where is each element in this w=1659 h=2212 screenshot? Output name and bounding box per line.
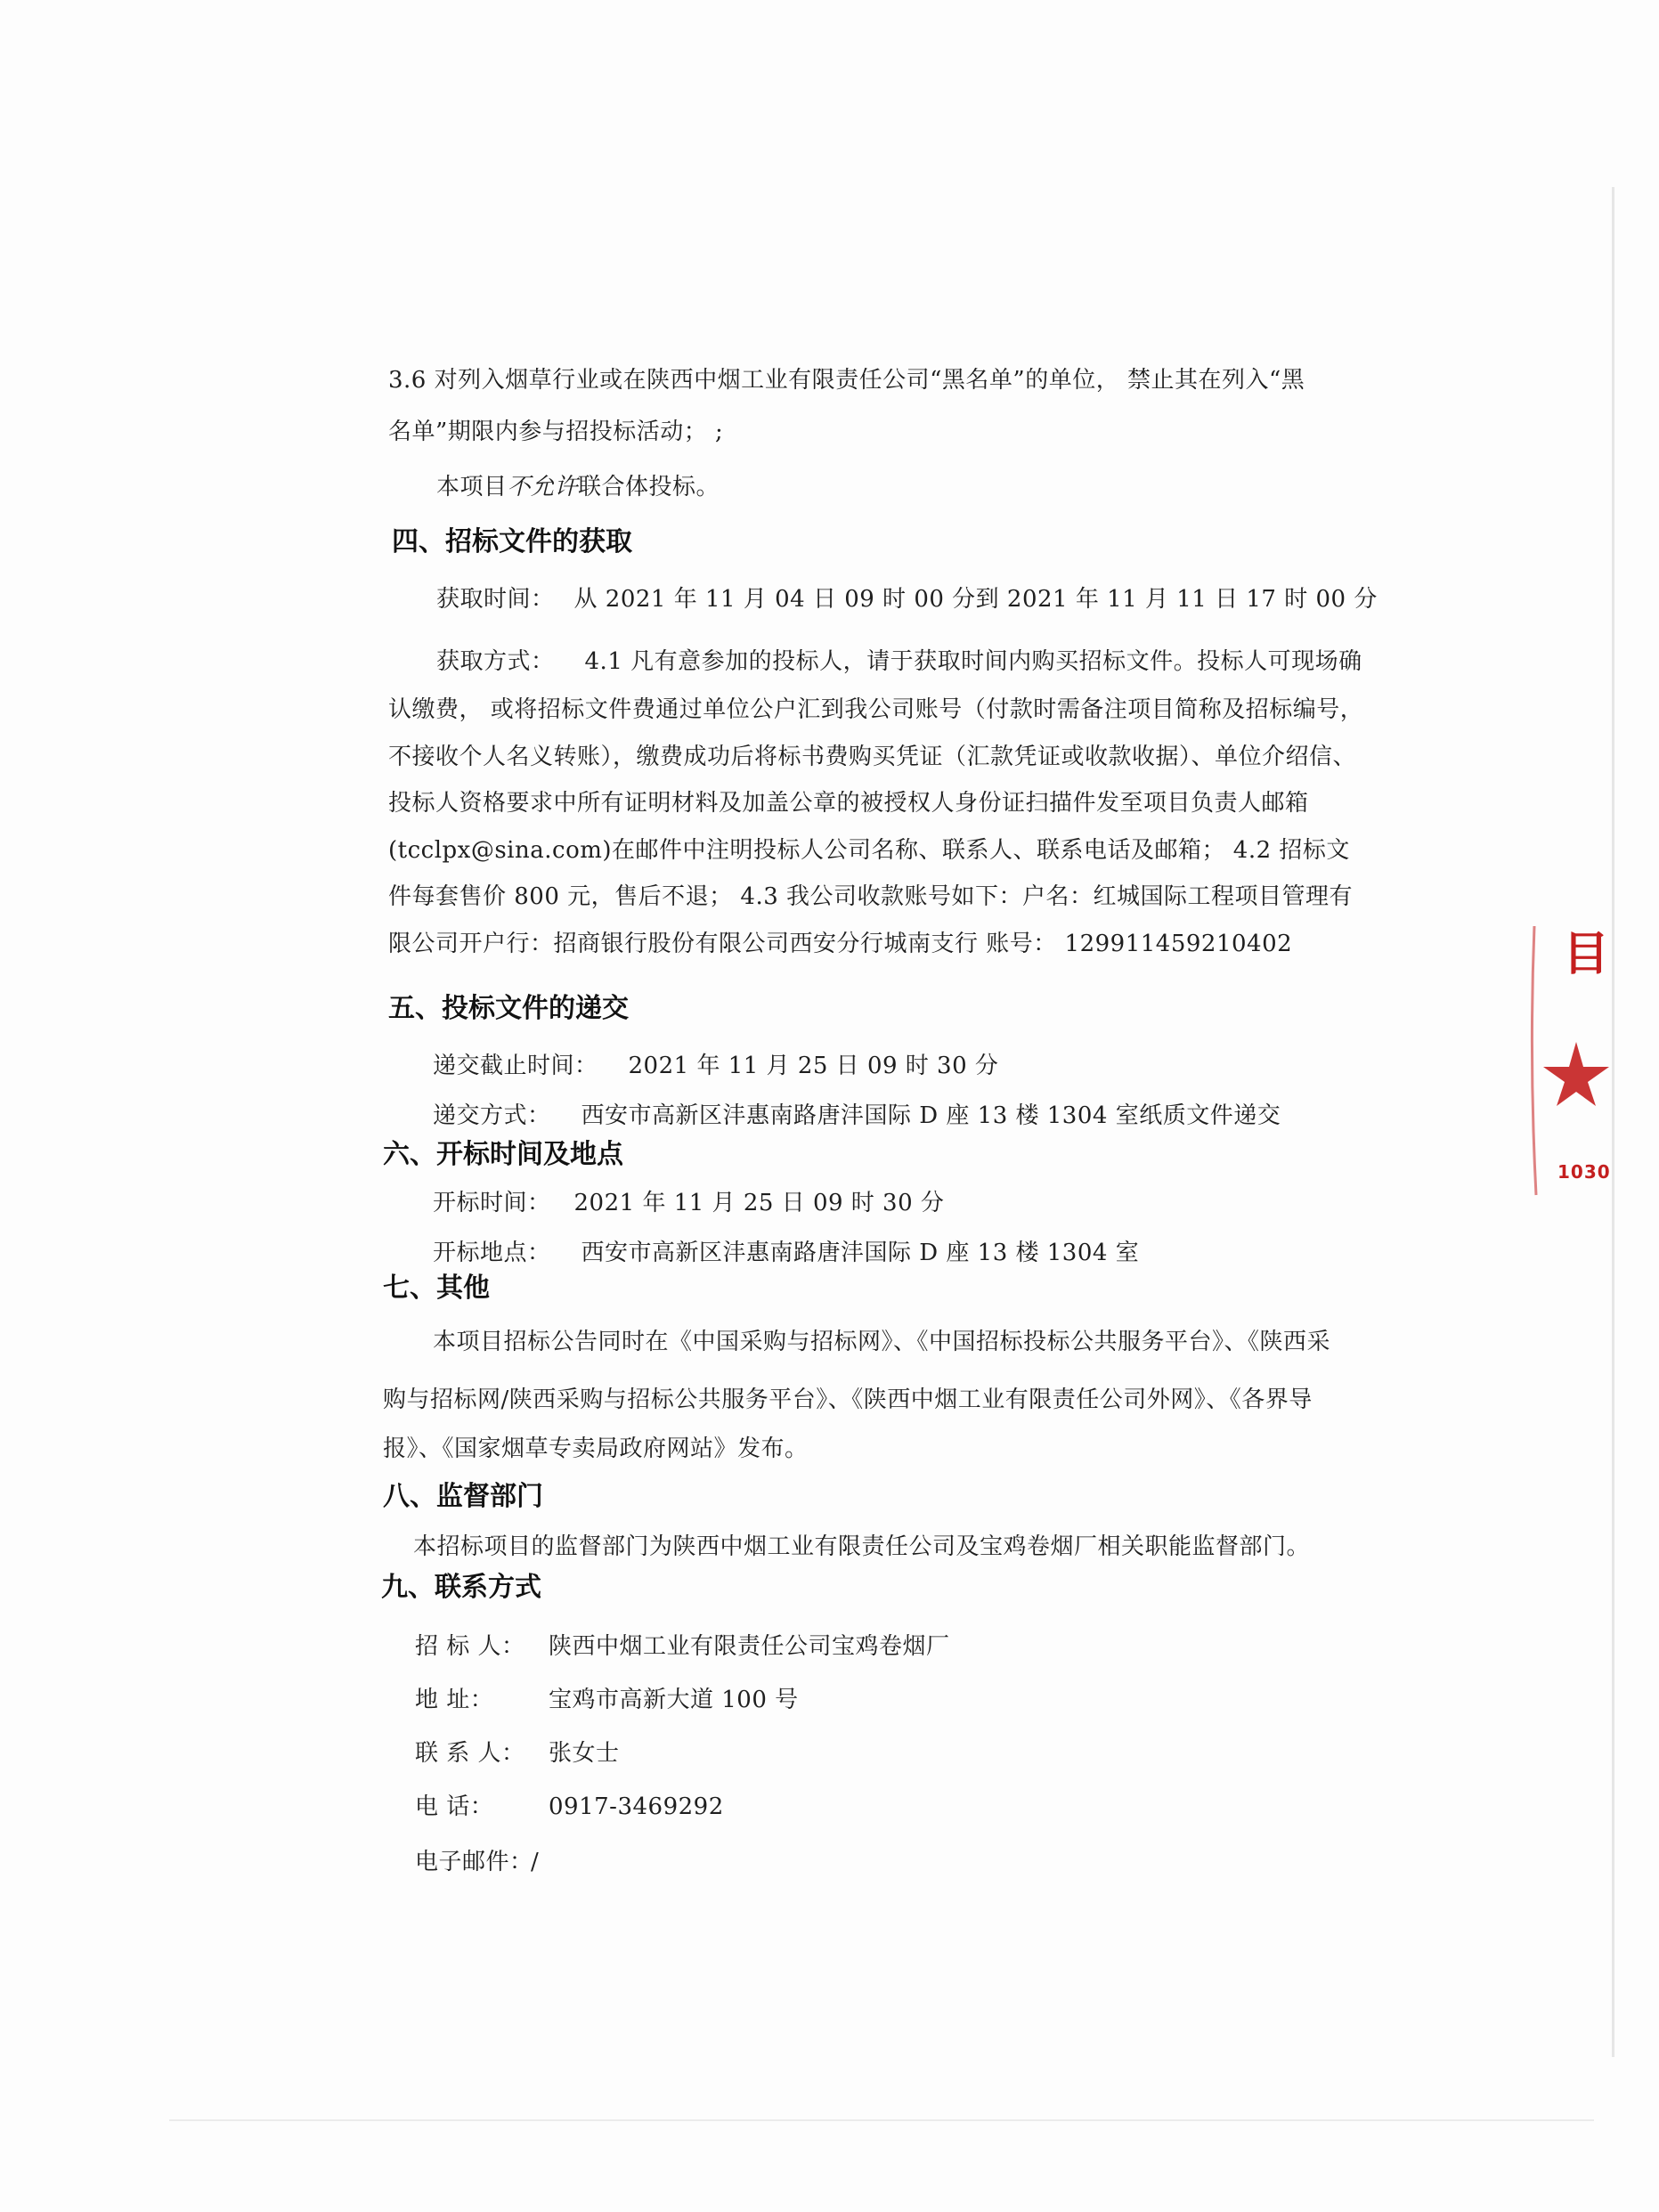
contact-value: 张女士 bbox=[549, 1740, 620, 1767]
tenderer-label: 招 标 人： bbox=[415, 1633, 525, 1660]
supervision-text: 本招标项目的监督部门为陕西中烟工业有限责任公司及宝鸡卷烟厂相关职能监督部门。 bbox=[413, 1533, 1311, 1560]
section-9-heading: 九、联系方式 bbox=[381, 1572, 541, 1603]
opening-time-label: 开标时间： bbox=[433, 1190, 551, 1216]
clause-3-6-line-1: 3.6 对列入烟草行业或在陕西中烟工业有限责任公司“黑名单”的单位， 禁止其在列入“黑 bbox=[388, 367, 1305, 394]
publication-line-1: 本项目招标公告同时在《中国采购与招标网》、《中国招标投标公共服务平台》、《陕西采 bbox=[433, 1329, 1331, 1355]
acquire-method-line-7: 限公司开户行：招商银行股份有限公司西安分行城南支行 账号： 129911459210402 bbox=[388, 931, 1293, 957]
tenderer-row bbox=[415, 1631, 950, 1662]
email-row bbox=[415, 1847, 539, 1877]
acquire-method-line-2: 认缴费， 或将招标文件费通过单位公户汇到我公司账号（付款时需备注项目简称及招标编号， bbox=[388, 696, 1364, 723]
acquire-method-line-1: 4.1 凡有意参加的投标人，请于获取时间内购买招标文件。投标人可现场确 bbox=[584, 648, 1362, 675]
consortium-note-prefix: 本项目 bbox=[436, 474, 508, 500]
acquire-time-label: 获取时间： bbox=[436, 586, 555, 613]
tenderer-value: 陕西中烟工业有限责任公司宝鸡卷烟厂 bbox=[549, 1633, 950, 1660]
acquire-method-line-3: 不接收个人名义转账），缴费成功后将标书费购买凭证（汇款凭证或收款收据）、单位介绍信、 bbox=[388, 744, 1357, 770]
section-7-heading: 七、其他 bbox=[383, 1273, 490, 1304]
scan-artifact bbox=[169, 2119, 1594, 2121]
acquire-time-value: 从 2021 年 11 月 04 日 09 时 00 分到 2021 年 11 月 11 日 17 时 00 分 bbox=[573, 586, 1378, 613]
acquire-method-line-4: 投标人资格要求中所有证明材料及加盖公章的被授权人身份证扫描件发至项目负责人邮箱 bbox=[388, 790, 1309, 817]
publication-line-2: 购与招标网/陕西采购与招标公共服务平台》、《陕西中烟工业有限责任公司外网》、《各界导 bbox=[383, 1387, 1313, 1413]
submit-method-label: 递交方式： bbox=[433, 1102, 551, 1129]
consortium-note bbox=[436, 472, 720, 502]
contact-label: 联 系 人： bbox=[415, 1740, 525, 1767]
submit-deadline-label: 递交截止时间： bbox=[433, 1053, 598, 1079]
seal-character-1: 目 bbox=[1563, 928, 1610, 981]
consortium-note-not-allowed: 不允许 bbox=[507, 474, 579, 500]
section-8-heading: 八、监督部门 bbox=[383, 1481, 543, 1512]
phone-label: 电 话： bbox=[415, 1793, 494, 1820]
opening-place-row bbox=[433, 1238, 1139, 1268]
clause-3-6-line-2: 名单”期限内参与招投标活动； ; bbox=[388, 419, 724, 445]
address-label: 地 址： bbox=[415, 1687, 494, 1713]
acquire-time-row bbox=[436, 584, 1378, 614]
submit-deadline-value: 2021 年 11 月 25 日 09 时 30 分 bbox=[628, 1053, 999, 1079]
acquire-method-row bbox=[436, 647, 1362, 677]
address-value: 宝鸡市高新大道 100 号 bbox=[549, 1687, 799, 1713]
phone-row bbox=[415, 1792, 724, 1822]
submit-method-row bbox=[433, 1101, 1281, 1131]
address-row bbox=[415, 1685, 799, 1715]
submit-method-value: 西安市高新区沣惠南路唐沣国际 D 座 13 楼 1304 室纸质文件递交 bbox=[581, 1102, 1281, 1129]
opening-time-value: 2021 年 11 月 25 日 09 时 30 分 bbox=[573, 1190, 945, 1216]
section-4-heading: 四、招标文件的获取 bbox=[392, 526, 632, 557]
section-6-heading: 六、开标时间及地点 bbox=[383, 1139, 623, 1170]
email-value: / bbox=[531, 1849, 540, 1875]
contact-row bbox=[415, 1738, 620, 1769]
acquire-method-label: 获取方式： bbox=[436, 648, 555, 675]
section-5-heading: 五、投标文件的递交 bbox=[388, 993, 629, 1024]
email-label: 电子邮件： bbox=[415, 1849, 533, 1875]
opening-time-row bbox=[433, 1188, 944, 1218]
seal-stamp-fragment bbox=[1527, 917, 1616, 1202]
seal-digits: 1030 bbox=[1557, 1161, 1611, 1183]
consortium-note-suffix: 联合体投标。 bbox=[578, 474, 720, 500]
acquire-method-line-6: 件每套售价 800 元，售后不退； 4.3 我公司收款账号如下：户名：红城国际工程项目管理有 bbox=[388, 883, 1354, 910]
publication-line-3: 报》、《国家烟草专卖局政府网站》发布。 bbox=[383, 1435, 809, 1462]
opening-place-label: 开标地点： bbox=[433, 1240, 551, 1266]
acquire-method-line-5: (tcclpx@sina.com)在邮件中注明投标人公司名称、联系人、联系电话及邮箱； 4.2 招标文 bbox=[388, 837, 1350, 864]
opening-place-value: 西安市高新区沣惠南路唐沣国际 D 座 13 楼 1304 室 bbox=[581, 1240, 1140, 1266]
phone-value: 0917-3469292 bbox=[549, 1793, 724, 1820]
submit-deadline-row bbox=[433, 1051, 998, 1081]
